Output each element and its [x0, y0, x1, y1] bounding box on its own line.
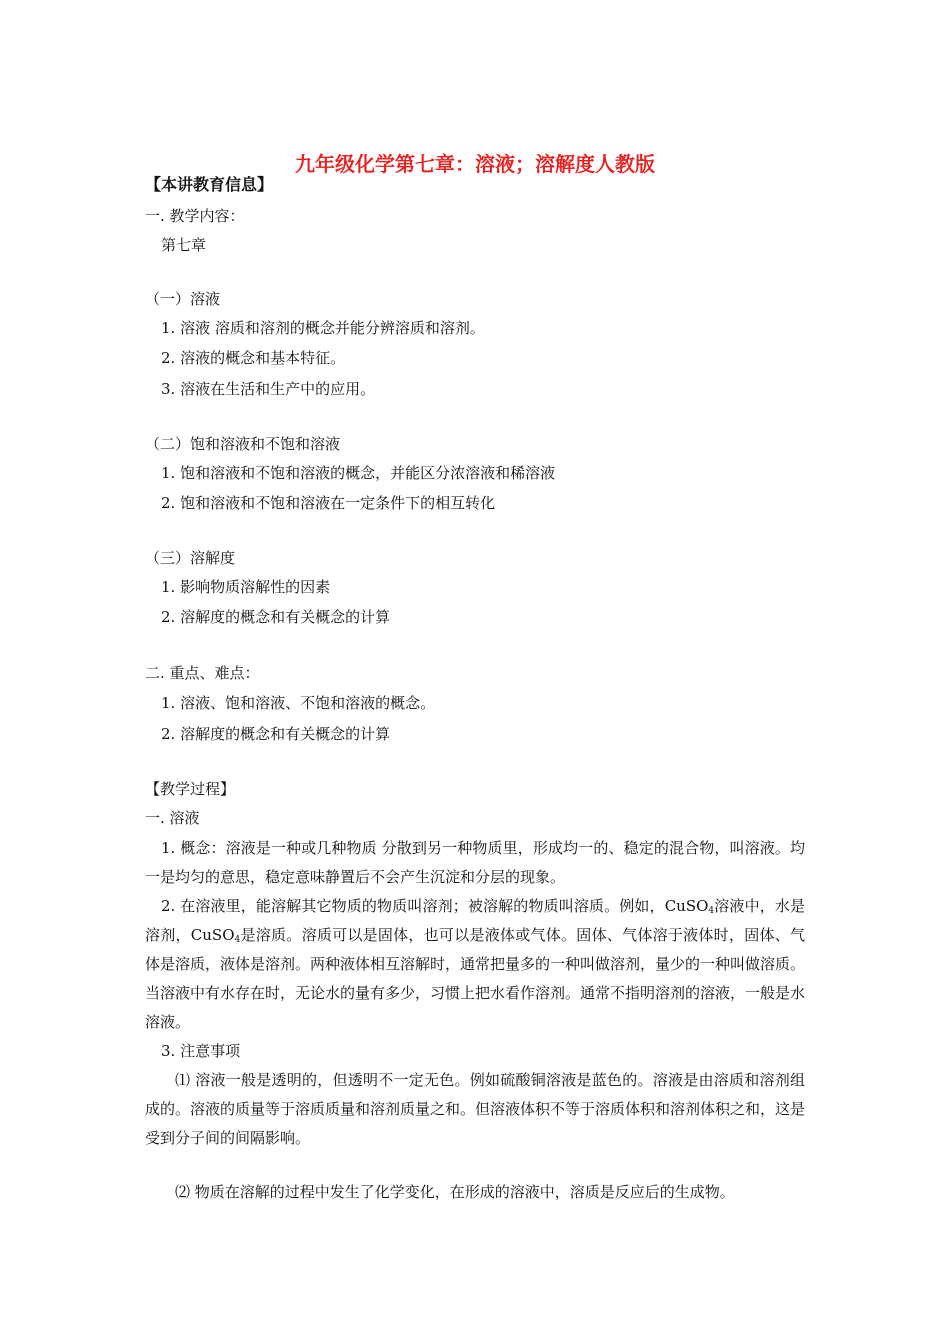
part3-item-1: 1. 影响物质溶解性的因素: [161, 578, 331, 596]
section2-item-2: 2. 溶解度的概念和有关概念的计算: [161, 725, 391, 743]
p2-subscript-2: 4: [234, 935, 241, 945]
process-header: 【教学过程】: [145, 780, 236, 798]
part1-item-3: 3. 溶液在生活和生产中的应用。: [161, 380, 376, 398]
section2-item-1: 1. 溶液、饱和溶液、不饱和溶液的概念。: [161, 694, 436, 712]
notes-heading: 3. 注意事项: [161, 1042, 241, 1060]
process-heading: 一. 溶液: [145, 809, 200, 827]
p2-part-c: 是溶质。溶质可以是固体，也可以是液体或气体。固体、气体溶于液体时，固体、气体是溶质，液体是溶剂。两种液体相互溶解时，通常把量多的一种叫做溶剂，量少的一种叫做溶质。当溶液中有水存在时，无论水的量有多少，习惯上把水看作溶剂。通常不指明溶剂的溶液，一般是水溶液。: [145, 926, 806, 1031]
p2-part-a: 2. 在溶液里，能溶解其它物质的物质叫溶剂；被溶解的物质叫溶质。例如，CuSO: [161, 897, 709, 915]
chapter-label: 第七章: [161, 236, 207, 254]
section1-heading: 一. 教学内容：: [145, 207, 245, 225]
paragraph-solvent-solute: [145, 892, 805, 1037]
p2-part-b: 溶液中，水是溶剂，CuSO: [145, 897, 805, 944]
part3-heading: （三）溶解度: [145, 549, 236, 567]
section2-heading: 二. 重点、难点：: [145, 664, 260, 682]
info-header: 【本讲教育信息】: [145, 175, 274, 194]
part1-heading: （一）溶液: [145, 290, 221, 308]
part2-heading: （二）饱和溶液和不饱和溶液: [145, 435, 341, 453]
part1-item-1: 1. 溶液 溶质和溶剂的概念并能分辨溶质和溶剂。: [161, 319, 485, 337]
part3-item-2: 2. 溶解度的概念和有关概念的计算: [161, 608, 391, 626]
p2-subscript-1: 4: [708, 906, 715, 916]
document-title: 九年级化学第七章：溶液；溶解度人教版: [295, 152, 655, 176]
paragraph-concept: 1. 概念：溶液是一种或几种物质 分散到另一种物质里，形成均一的、稳定的混合物，叫溶液。均一是均匀的意思，稳定意味静置后不会产生沉淀和分层的现象。: [145, 839, 805, 886]
part2-item-2: 2. 饱和溶液和不饱和溶液在一定条件下的相互转化: [161, 494, 496, 512]
paragraph-note-2: ⑵ 物质在溶解的过程中发生了化学变化，在形成的溶液中，溶质是反应后的生成物。: [175, 1183, 735, 1201]
part1-item-2: 2. 溶液的概念和基本特征。: [161, 349, 346, 367]
paragraph-note-1: ⑴ 溶液一般是透明的，但透明不一定无色。例如硫酸铜溶液是蓝色的。溶液是由溶质和溶剂组成的。溶液的质量等于溶质质量和溶剂质量之和。但溶液体积不等于溶质体积和溶剂体积之和，这是受到分子间的间隔影响。: [145, 1071, 806, 1147]
part2-item-1: 1. 饱和溶液和不饱和溶液的概念，并能区分浓溶液和稀溶液: [161, 464, 556, 482]
